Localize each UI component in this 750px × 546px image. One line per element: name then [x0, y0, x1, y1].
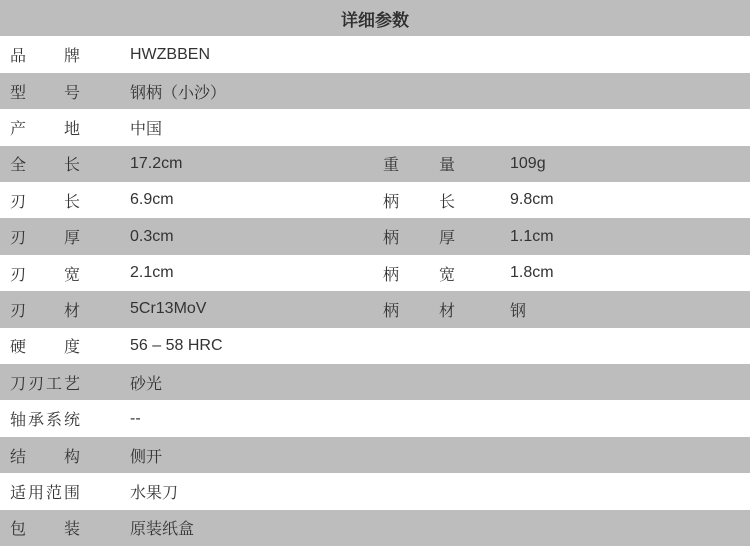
spec-label: 重量 [383, 157, 455, 175]
table-row [0, 109, 750, 145]
spec-label: 柄宽 [383, 266, 455, 284]
table-row [0, 146, 750, 182]
spec-value: 1.8cm [510, 264, 554, 282]
spec-label: 全长 [10, 157, 80, 175]
table-row [0, 291, 750, 327]
table-row [0, 218, 750, 254]
spec-value: 砂光 [130, 375, 163, 393]
spec-value: 0.3cm [130, 227, 174, 245]
spec-value: 5Cr13MoV [130, 300, 207, 318]
spec-value: 钢 [510, 302, 527, 320]
table-row [0, 364, 750, 400]
spec-label: 品牌 [10, 48, 80, 66]
spec-value: 侧开 [130, 448, 163, 466]
spec-label: 轴承系统 [10, 412, 80, 430]
spec-value: 109g [510, 154, 546, 172]
spec-value: 2.1cm [130, 264, 174, 282]
spec-label: 柄厚 [383, 230, 455, 248]
spec-value: 9.8cm [510, 191, 554, 209]
spec-label: 刀刃工艺 [10, 375, 80, 393]
table-title: 详细参数 [341, 10, 409, 30]
spec-label: 刃材 [10, 302, 80, 320]
spec-label: 型号 [10, 84, 80, 102]
spec-value: HWZBBEN [130, 45, 210, 63]
spec-label: 硬度 [10, 339, 80, 357]
spec-label: 刃厚 [10, 230, 80, 248]
spec-value: 17.2cm [130, 154, 183, 172]
table-row [0, 73, 750, 109]
table-row [0, 510, 750, 546]
table-row [0, 182, 750, 218]
spec-label: 适用范围 [10, 484, 80, 502]
table-header [0, 0, 750, 36]
spec-label: 刃宽 [10, 266, 80, 284]
table-row [0, 473, 750, 509]
spec-value: 1.1cm [510, 227, 554, 245]
spec-label: 包装 [10, 521, 80, 539]
spec-label: 刃长 [10, 193, 80, 211]
spec-label: 产地 [10, 120, 80, 138]
spec-label: 柄长 [383, 193, 455, 211]
spec-value: 钢柄（小沙） [130, 84, 227, 102]
spec-value: 6.9cm [130, 191, 174, 209]
table-row [0, 437, 750, 473]
spec-value: 水果刀 [130, 484, 179, 502]
spec-value: 中国 [130, 120, 163, 138]
spec-value: -- [130, 409, 141, 427]
table-row [0, 36, 750, 72]
table-row [0, 328, 750, 364]
table-row [0, 255, 750, 291]
table-row [0, 400, 750, 436]
spec-label: 柄材 [383, 302, 455, 320]
spec-label: 结构 [10, 448, 80, 466]
spec-value: 原装纸盒 [130, 521, 195, 539]
spec-value: 56 – 58 HRC [130, 336, 223, 354]
